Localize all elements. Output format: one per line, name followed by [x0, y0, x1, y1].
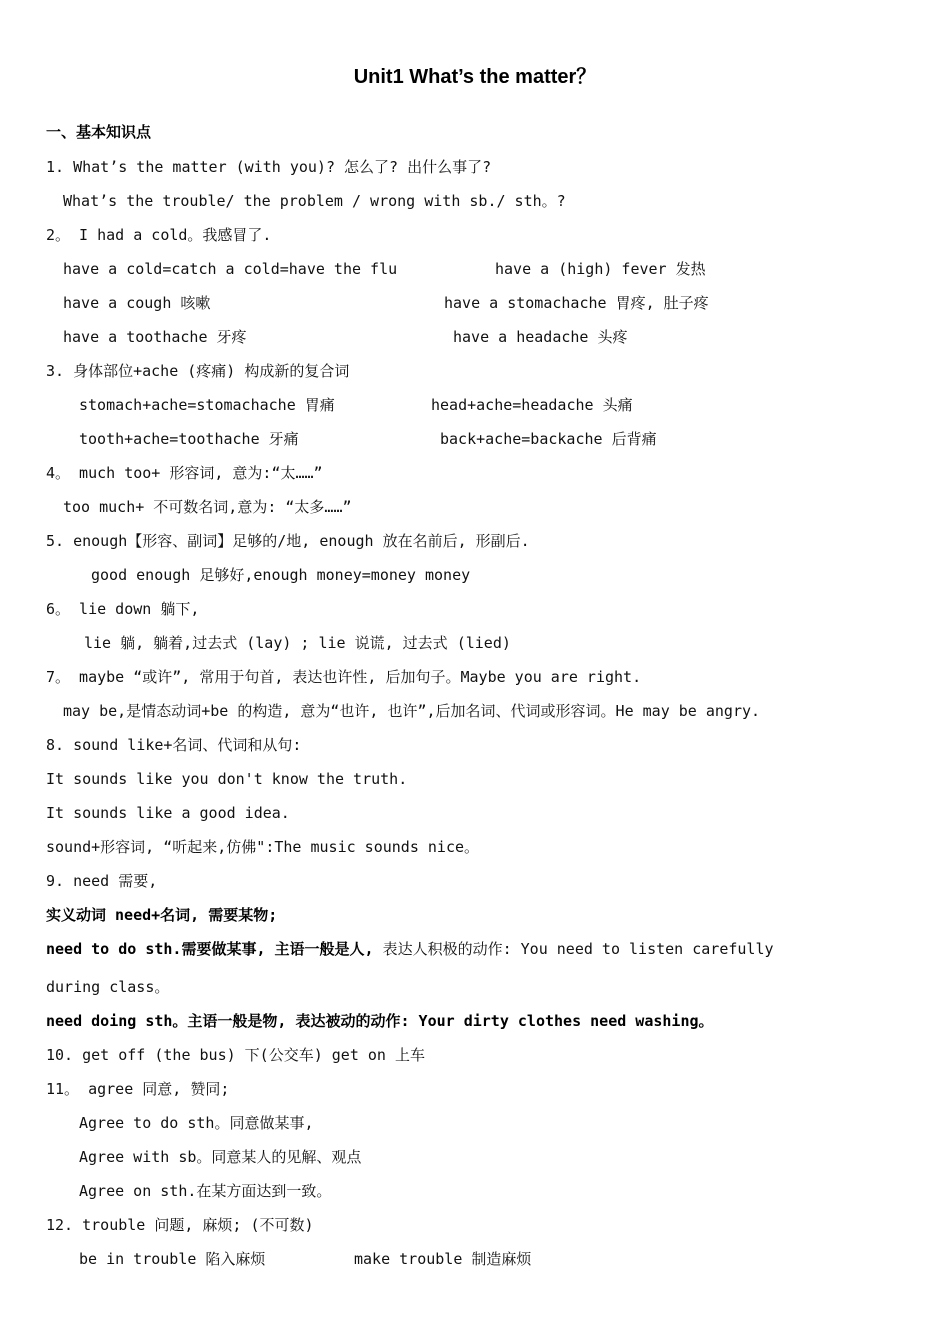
item-9: 9. need 需要, — [46, 872, 158, 890]
item-12: 12. trouble 问题, 麻烦; (不可数) — [46, 1216, 314, 1234]
item-2-phrase-5: have a toothache 牙疼 — [63, 328, 247, 346]
item-9-usage-2-cont: during class。 — [46, 978, 170, 996]
item-2-phrase-4: have a stomachache 胃疼, 肚子疼 — [444, 294, 709, 312]
item-8-example-2: It sounds like a good idea. — [46, 804, 290, 822]
item-6-detail: lie 躺, 躺着,过去式 (lay) ; lie 说谎, 过去式 (lied) — [84, 634, 511, 652]
item-5-detail: good enough 足够好,enough money=money money — [91, 566, 471, 584]
item-11-usage-3: Agree on sth.在某方面达到一致。 — [79, 1182, 332, 1200]
item-1: 1. What’s the matter (with you)? 怎么了? 出什么事了? — [46, 158, 492, 176]
item-9-usage-1: 实义动词 need+名词, 需要某物; — [46, 906, 278, 924]
item-8-example-3: sound+形容词, “听起来,仿佛":The music sounds nice。 — [46, 838, 480, 856]
item-2-phrase-1: have a cold=catch a cold=have the flu — [63, 260, 398, 278]
item-3-compound-1: stomach+ache=stomachache 胃痛 — [79, 396, 335, 414]
item-3-compound-3: tooth+ache=toothache 牙痛 — [79, 430, 299, 448]
item-6: 6。 lie down 躺下, — [46, 600, 200, 618]
item-4-detail: too much+ 不可数名词,意为: “太多……” — [63, 498, 352, 516]
item-3-compound-4: back+ache=backache 后背痛 — [440, 430, 657, 448]
item-10: 10. get off (the bus) 下(公交车) get on 上车 — [46, 1046, 425, 1064]
item-8: 8. sound like+名词、代词和从句: — [46, 736, 302, 754]
item-11-usage-1: Agree to do sth。同意做某事, — [79, 1114, 314, 1132]
page-title: Unit1 What’s the matter？ — [353, 66, 597, 88]
item-7: 7。 maybe “或许”, 常用于句首, 表达也许性, 后加句子。Maybe you are right. — [46, 668, 642, 686]
section-heading: 一、基本知识点 — [46, 123, 152, 141]
item-9-usage-2-rest: 表达人积极的动作: You need to listen carefully — [382, 940, 774, 958]
item-2-phrase-2: have a (high) fever 发热 — [495, 260, 706, 278]
item-11: 11。 agree 同意, 赞同; — [46, 1080, 230, 1098]
item-1-detail: What’s the trouble/ the problem / wrong with sb./ sth。? — [63, 192, 566, 210]
item-5: 5. enough【形容、副词】足够的/地, enough 放在名前后, 形副后. — [46, 532, 530, 550]
item-4: 4。 much too+ 形容词, 意为:“太……” — [46, 464, 323, 482]
item-11-usage-2: Agree with sb。同意某人的见解、观点 — [79, 1148, 362, 1166]
item-2-phrase-6: have a headache 头疼 — [453, 328, 628, 346]
item-9-usage-3: need doing sth。主语一般是物, 表达被动的动作: Your dirty clothes need washing。 — [46, 1012, 714, 1030]
item-9-usage-2 — [46, 939, 774, 959]
item-12-phrase-1: be in trouble 陷入麻烦 — [79, 1250, 266, 1268]
item-2: 2。 I had a cold。我感冒了. — [46, 226, 272, 244]
item-3-compound-2: head+ache=headache 头痛 — [431, 396, 633, 414]
item-2-phrase-3: have a cough 咳嗽 — [63, 294, 211, 312]
item-3: 3. 身体部位+ache (疼痛) 构成新的复合词 — [46, 362, 350, 380]
item-8-example-1: It sounds like you don't know the truth. — [46, 770, 408, 788]
item-9-usage-2-bold: need to do sth.需要做某事, 主语一般是人, — [46, 940, 374, 958]
item-12-phrase-2: make trouble 制造麻烦 — [354, 1250, 532, 1268]
item-7-detail: may be,是情态动词+be 的构造, 意为“也许, 也许”,后加名词、代词或形容词。He may be angry. — [63, 702, 761, 720]
